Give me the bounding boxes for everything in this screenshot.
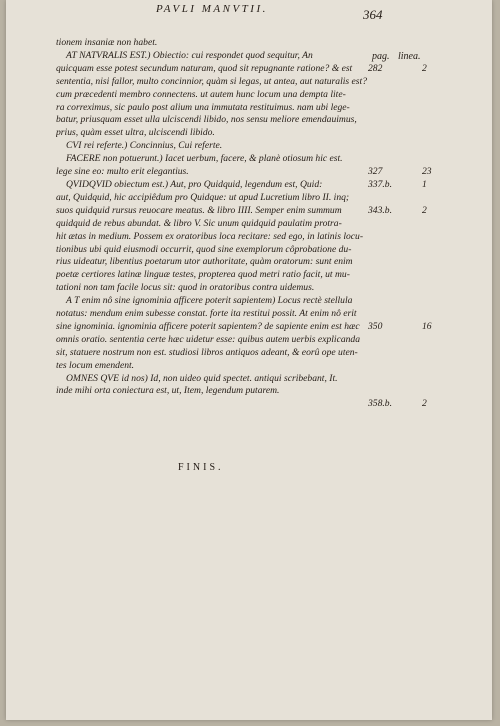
paragraph — [56, 179, 374, 295]
text-line: sine ignominia. ignominia afficere poterit sapientem? de sapiente enim est hæc — [56, 320, 360, 332]
line-ref: 23 — [422, 166, 432, 177]
line-ref: 16 — [422, 320, 432, 332]
text-line: QVIDQVID obiectum est.) Aut, pro Quidquid, legendum est, Quid: — [66, 178, 323, 190]
text-line: quidquid de rebus abundat. & libro V. Sic unum quidquid paulatim protra- — [56, 217, 342, 229]
paragraph — [56, 295, 374, 372]
finis: FINIS. — [178, 462, 224, 473]
text-line: AT NATVRALIS EST.) Obiectio: cui respondet quod sequitur, An — [66, 49, 313, 61]
reference-row — [368, 321, 468, 334]
text-line: FACERE non potuerunt.) Iacet uerbum, facere, & planè otiosum hic est. — [66, 153, 343, 165]
line-ref: 2 — [422, 62, 427, 74]
line-ref: 2 — [422, 398, 427, 410]
line-ref: 2 — [422, 204, 427, 216]
paragraph — [56, 153, 374, 179]
reference-row — [368, 398, 468, 411]
text-line: poetæ certiores latinæ linguæ testes, propterea quod metri ratio facit, ut mu- — [56, 269, 350, 281]
paragraph — [56, 373, 374, 399]
text-line: sit, statuere nostrum non est. studiosi libros antiquos adeant, & eorû ope uten- — [56, 346, 358, 358]
text-line: notatus: mendum enim subesse constat. forte ita restitui possit. At enim nô erit — [56, 308, 357, 320]
text-line: cum præcedenti membro connectens. ut autem hunc locum una dempta lite- — [56, 88, 346, 100]
reference-row — [368, 205, 468, 218]
text-line: ra correximus, sic paulo post alium una immutata restituimus. nam ubi lege- — [56, 101, 350, 113]
text-line: tationi non tam facile locus sit: quod in oratoribus contra uidemus. — [56, 282, 315, 294]
paragraph — [56, 50, 374, 140]
text-line: inde mihi orta coniectura est, ut, Item, legendum putarem. — [56, 385, 280, 397]
text-line: tes locum emendent. — [56, 359, 135, 371]
text-line: omnis oratio. sententia certe hæc uidetur esse: quibus autem uerbis explicanda — [56, 333, 361, 345]
text-line: A T enim nô sine ignominia afficere poterit sapientem) Locus rectè stellula — [66, 295, 353, 307]
reference-row — [368, 166, 468, 179]
page-number: 364 — [363, 7, 383, 22]
book-page — [6, 0, 492, 720]
text-line: hit ætas in medium. Possem ex oratoribus loca recitare: sed ego, in latinis locu- — [56, 230, 364, 242]
page-ref: 358.b. — [368, 398, 392, 410]
page-ref: 337.b. — [368, 178, 392, 190]
text-line: batur, priusquam esset ulla ulciscendi libido, nos sensu meliore emendauimus, — [56, 114, 357, 126]
text-line: sententia, nisi fallor, multo concinnior, quàm si legas, ut antea, aut naturalis est? — [56, 75, 367, 87]
text-line: tionibus ubi quid eiusmodi occurrit, quod sine exemplorum côprobatione du- — [56, 243, 352, 255]
page-ref: 282 — [368, 62, 383, 74]
text-line: OMNES QVE id nos) Id, non uideo quid spectet. antiqui scribebant, It. — [66, 372, 338, 384]
linea-heading: linea. — [398, 51, 421, 62]
text-line: rius uideatur, libentius poetarum utor authoritate, quàm oratorum: sunt enim — [56, 256, 353, 268]
reference-row — [368, 179, 468, 192]
reference-row — [368, 63, 468, 76]
text-line: aut, Quidquid, hic accipiêdum pro Quidque: ut apud Lucretium libro II. inq; — [56, 191, 350, 203]
text-line: prius, quàm esset ultra, ulciscendi libido. — [56, 127, 215, 139]
line-ref: 1 — [422, 178, 427, 190]
text-line: tionem insaniæ non habet. — [56, 37, 158, 48]
paragraph — [56, 37, 374, 50]
text-line: lege sine eo: multo erit elegantius. — [56, 166, 189, 178]
text-line: quicquam esse potest secundum naturam, quod sit repugnante ratione? & est — [56, 62, 353, 74]
running-head: PAVLI MANVTII. — [156, 3, 268, 15]
pag-heading: pag. — [372, 51, 390, 62]
page-ref: 350 — [368, 320, 383, 332]
page-ref: 343.b. — [368, 204, 392, 216]
column-headings — [372, 51, 427, 62]
paragraph — [56, 140, 374, 153]
text-line: CVI rei referte.) Concinnius, Cui referte. — [66, 140, 223, 152]
page-ref: 327 — [368, 166, 383, 177]
commentary-text — [56, 37, 374, 398]
text-line: suos quidquid rursus reuocare meatus. & libro IIII. Semper enim summum — [56, 204, 342, 216]
